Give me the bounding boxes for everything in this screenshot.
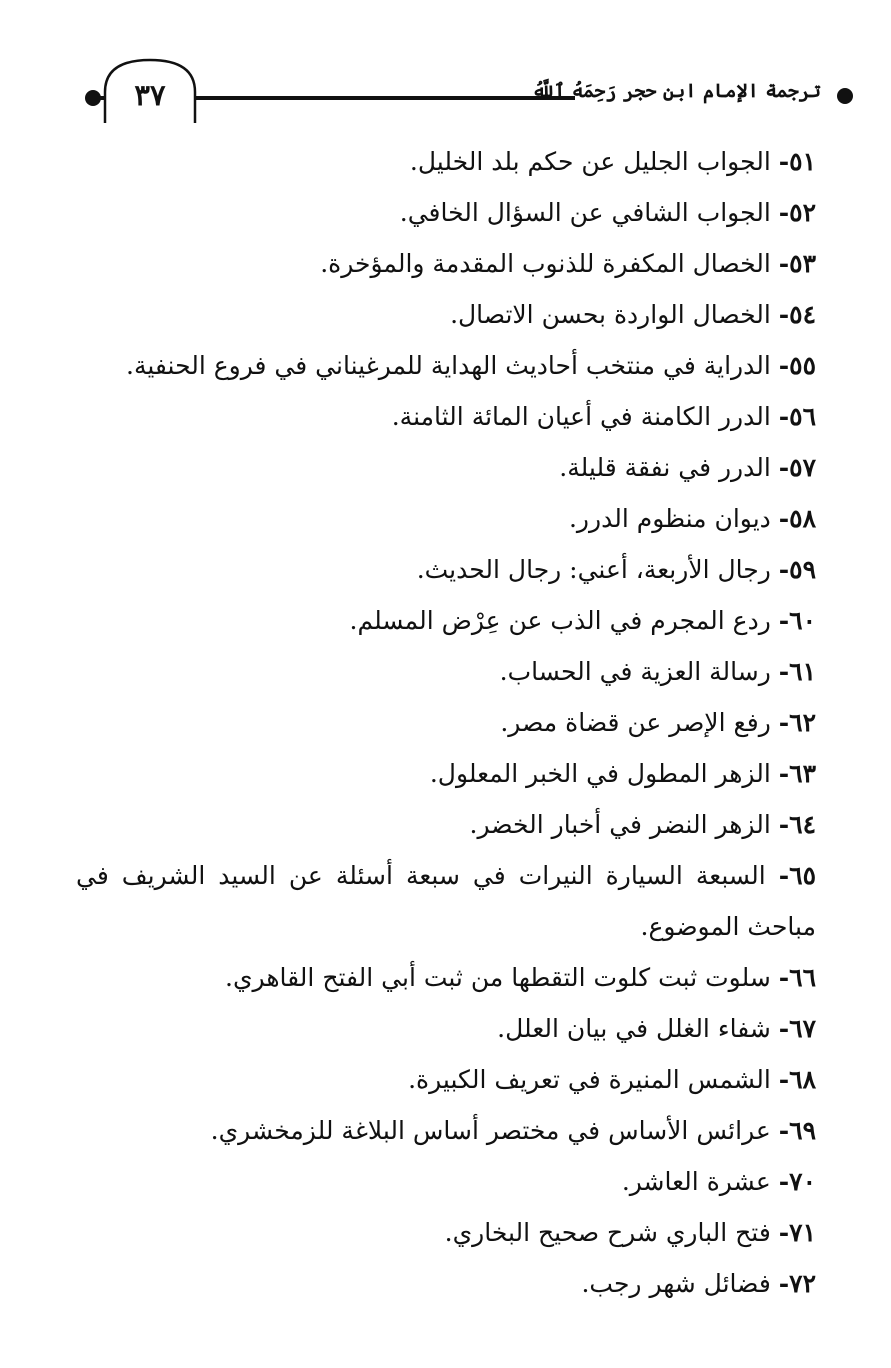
page-number: ٣٧ — [134, 78, 166, 112]
list-item — [76, 1003, 816, 1054]
item-title: الجواب الجليل عن حكم بلد الخليل. — [409, 147, 779, 176]
item-number: ٥٨- — [778, 504, 816, 533]
list-item — [76, 544, 816, 595]
list-item — [76, 952, 816, 1003]
item-number: ٥٥- — [778, 351, 816, 380]
item-title: فتح الباري شرح صحيح البخاري. — [444, 1218, 779, 1247]
item-number: ٥٩- — [778, 555, 816, 584]
list-item — [76, 391, 816, 442]
right-dot — [837, 88, 853, 104]
list-item — [76, 340, 816, 391]
item-title: عشرة العاشر. — [621, 1167, 779, 1196]
item-title: ديوان منظوم الدرر. — [568, 504, 779, 533]
item-number: ٦٥- — [778, 861, 816, 890]
list-item — [76, 493, 816, 544]
item-title: السبعة السيارة النيرات في سبعة أسئلة عن السيد الشريف في مباحث الموضوع. — [76, 861, 816, 941]
item-title: رفع الإصر عن قضاة مصر. — [500, 708, 779, 737]
item-number: ٧٠- — [778, 1167, 816, 1196]
list-item — [76, 697, 816, 748]
list-item — [76, 238, 816, 289]
item-number: ٥١- — [778, 147, 816, 176]
item-number: ٦٢- — [778, 708, 816, 737]
item-title: الزهر النضر في أخبار الخضر. — [469, 810, 779, 839]
item-number: ٥٢- — [778, 198, 816, 227]
item-number: ٦٠- — [778, 606, 816, 635]
item-title: الزهر المطول في الخبر المعلول. — [429, 759, 779, 788]
item-number: ٧٢- — [778, 1269, 816, 1298]
item-number: ٦٣- — [778, 759, 816, 788]
list-item — [76, 289, 816, 340]
item-title: الشمس المنيرة في تعريف الكبيرة. — [408, 1065, 779, 1094]
item-title: ردع المجرم في الذب عن عِرْض المسلم. — [349, 606, 779, 635]
list-item — [76, 1258, 816, 1309]
item-title: الخصال المكفرة للذنوب المقدمة والمؤخرة. — [320, 249, 779, 278]
page-header — [0, 0, 891, 130]
list-item — [76, 1207, 816, 1258]
item-number: ٦١- — [778, 657, 816, 686]
list-item — [76, 1156, 816, 1207]
item-number: ٦٧- — [778, 1014, 816, 1043]
item-title: فضائل شهر رجب. — [581, 1269, 779, 1298]
item-title: شفاء الغلل في بيان العلل. — [497, 1014, 779, 1043]
list-item — [76, 595, 816, 646]
item-number: ٥٦- — [778, 402, 816, 431]
item-title: رجال الأربعة، أعني: رجال الحديث. — [416, 555, 779, 584]
book-list — [76, 136, 816, 1309]
item-title: الخصال الواردة بحسن الاتصال. — [450, 300, 779, 329]
list-item — [76, 136, 816, 187]
list-item — [76, 442, 816, 493]
list-item — [76, 799, 816, 850]
item-number: ٥٣- — [778, 249, 816, 278]
list-item — [76, 1054, 816, 1105]
item-number: ٥٧- — [778, 453, 816, 482]
item-title: عرائس الأساس في مختصر أساس البلاغة للزمخشري. — [210, 1116, 779, 1145]
item-title: رسالة العزية في الحساب. — [499, 657, 779, 686]
item-title: سلوت ثبت كلوت التقطها من ثبت أبي الفتح القاهري. — [225, 963, 779, 992]
item-title: الدرر في نفقة قليلة. — [559, 453, 779, 482]
list-item — [76, 748, 816, 799]
item-number: ٦٦- — [778, 963, 816, 992]
list-item — [76, 187, 816, 238]
item-number: ٦٤- — [778, 810, 816, 839]
item-title: الدراية في منتخب أحاديث الهداية للمرغيناني في فروع الحنفية. — [126, 351, 779, 380]
list-item — [76, 646, 816, 697]
list-item — [76, 1105, 816, 1156]
item-number: ٧١- — [778, 1218, 816, 1247]
item-title: الدرر الكامنة في أعيان المائة الثامنة. — [391, 402, 779, 431]
list-item — [76, 850, 816, 952]
item-number: ٦٩- — [778, 1116, 816, 1145]
running-title: ترجمة الإمام ابن حجر رَحِمَهُ ٱللَّهُ — [531, 80, 821, 102]
item-number: ٦٨- — [778, 1065, 816, 1094]
item-number: ٥٤- — [778, 300, 816, 329]
item-title: الجواب الشافي عن السؤال الخافي. — [399, 198, 779, 227]
